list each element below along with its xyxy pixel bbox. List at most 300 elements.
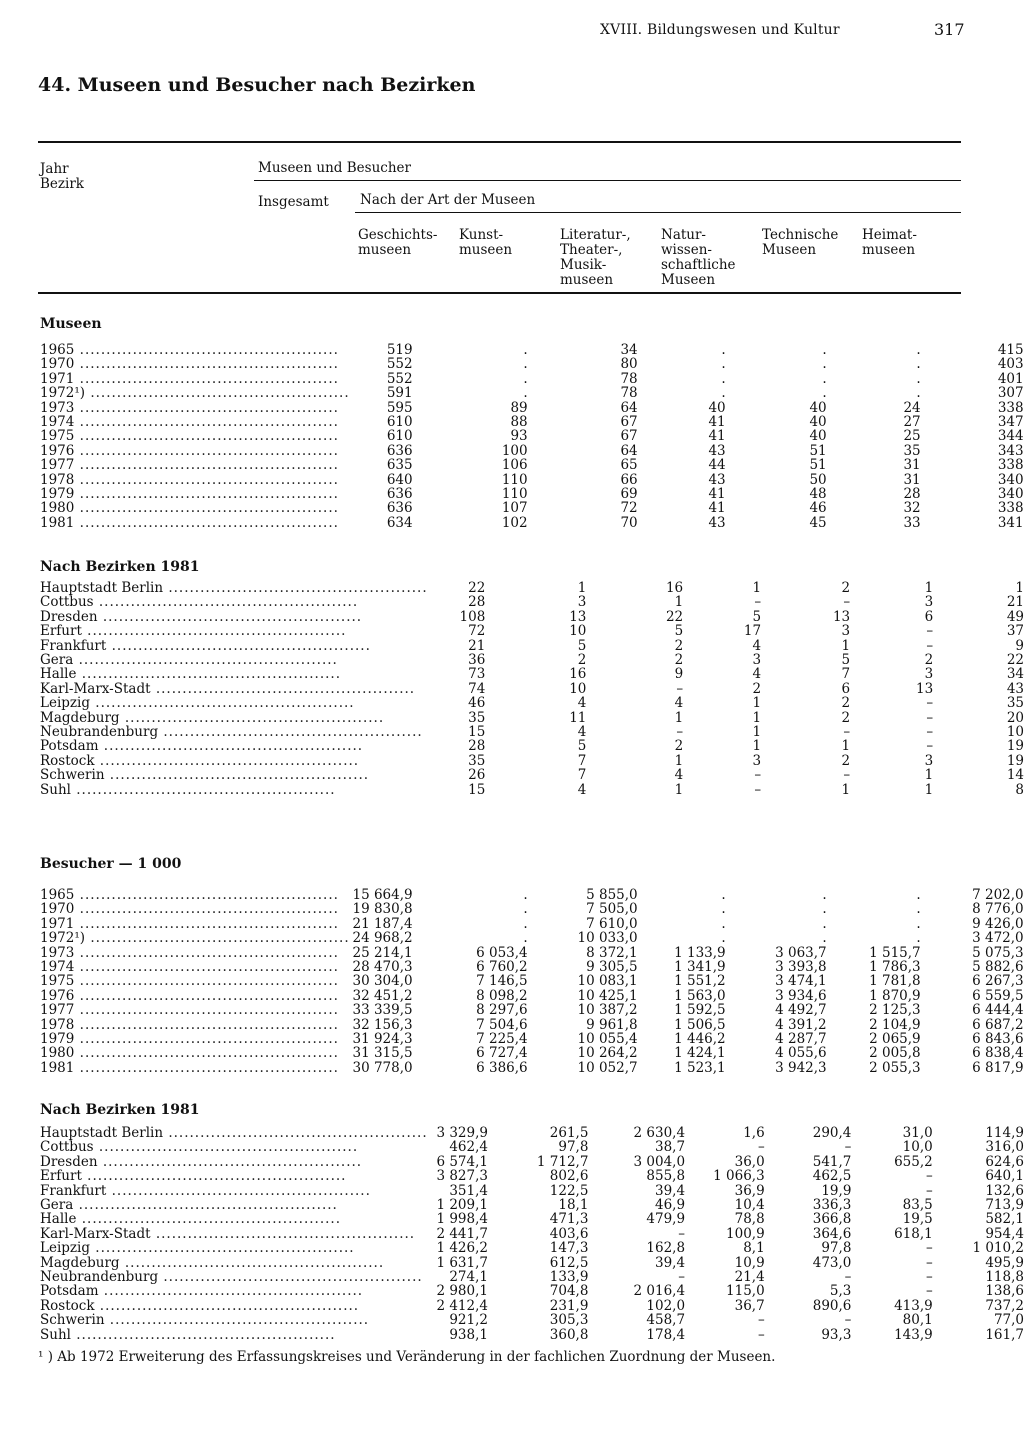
table-cell: 1 [841, 739, 851, 754]
table-cell: . [916, 916, 921, 932]
table-cell: 162,8 [646, 1241, 686, 1256]
table-cell: 40 [809, 400, 827, 416]
table-row [40, 974, 1024, 988]
table-cell: 4 055,6 [775, 1046, 827, 1061]
table-cell: 2 [674, 653, 684, 668]
row-label [40, 946, 350, 960]
row-label-text: Suhl [40, 1327, 71, 1343]
table-cell: 83,5 [902, 1198, 933, 1213]
table-cell: 9 426,0 [972, 916, 1024, 932]
table-cell: 6 687,2 [972, 1017, 1024, 1033]
table-row [40, 960, 1024, 974]
row-label [40, 725, 428, 739]
row-label-text: Magdeburg [40, 710, 120, 726]
table-cell: 360,8 [549, 1327, 589, 1343]
table-cell: 624,6 [985, 1154, 1024, 1170]
table-cell: 15 [468, 782, 486, 798]
leader-dots: ................................................. [73, 1198, 338, 1213]
table-cell: 21,4 [734, 1270, 765, 1285]
table-cell: 473,0 [812, 1255, 852, 1271]
row-label-text: Cottbus [40, 1140, 94, 1155]
table-cell: 458,7 [646, 1313, 686, 1328]
leader-dots: ................................................. [74, 415, 339, 430]
table-cell: 3 [924, 595, 934, 610]
row-label [40, 343, 350, 357]
row-label-text: 1971 [40, 371, 75, 387]
leader-dots: ................................................. [74, 1017, 339, 1033]
table-cell: – [678, 1226, 686, 1242]
table-cell: – [843, 768, 851, 783]
leader-dots: ................................................. [163, 1126, 428, 1141]
table-cell: 28 [903, 487, 921, 502]
table-cell: 143,9 [894, 1327, 933, 1343]
table-cell: 552 [386, 371, 413, 387]
table-cell: 43 [708, 515, 726, 531]
table-cell: 25 [903, 429, 921, 444]
table-cell: 1 [924, 768, 934, 783]
row-label [40, 1126, 428, 1140]
table-row [40, 1046, 1024, 1060]
table-cell: 640 [386, 472, 413, 488]
table-row [40, 1169, 1024, 1183]
table-cell: 10 425,1 [577, 988, 638, 1004]
table-cell: . [721, 888, 726, 903]
table-cell: – [843, 725, 851, 740]
table-cell: 80,1 [902, 1313, 933, 1328]
table-cell: 1 [674, 710, 684, 726]
table-cell: 343 [997, 443, 1024, 459]
table-cell: 13 [569, 609, 587, 625]
table-cell: 1 631,7 [436, 1255, 488, 1271]
table-cell: 344 [997, 429, 1024, 444]
table-cell: 9 305,5 [586, 960, 638, 975]
table-cell: . [822, 888, 827, 903]
table-cell: 25 214,1 [352, 945, 413, 961]
table-cell: 39,4 [654, 1183, 686, 1199]
row-label [40, 1018, 350, 1032]
subgroup-header: Nach der Art der Museen [360, 192, 536, 208]
table-cell: 1 424,1 [674, 1046, 726, 1061]
table-cell: 1 341,9 [674, 960, 726, 975]
table-cell: 3 472,0 [972, 931, 1024, 946]
leader-dots: ................................................. [74, 343, 339, 358]
table-cell: . [916, 371, 921, 387]
table-cell: – [676, 681, 684, 697]
table-cell: – [926, 696, 934, 711]
table-cell: 100,9 [726, 1226, 765, 1242]
row-label-text: Hauptstadt Berlin [40, 1126, 164, 1141]
row-label [40, 1313, 428, 1327]
row-label-text: 1965 [40, 343, 75, 358]
leader-dots: ................................................. [74, 916, 339, 932]
table-cell: 19,5 [902, 1212, 933, 1227]
leader-dots: ................................................. [85, 931, 350, 946]
table-cell: . [721, 343, 726, 358]
header-top-rule [38, 141, 961, 143]
table-cell: 10 [1006, 725, 1024, 740]
table-cell: 3 942,3 [775, 1060, 827, 1076]
table-cell: 954,4 [985, 1226, 1024, 1242]
table-cell: 5 075,3 [972, 945, 1024, 961]
table-cell: 10,0 [902, 1140, 933, 1155]
row-label [40, 974, 350, 988]
table-cell: 78,8 [734, 1212, 765, 1227]
table-cell: 2 [841, 710, 851, 726]
table-cell: 3 [924, 667, 934, 682]
table-cell: 261,5 [549, 1126, 589, 1141]
table-cell: 3 329,9 [436, 1126, 488, 1141]
table-cell: 97,8 [821, 1241, 852, 1256]
table-cell: – [925, 1183, 933, 1199]
table-cell: 31 924,3 [352, 1032, 413, 1047]
row-label-text: Neubrandenburg [40, 725, 159, 740]
row-label-text: Frankfurt [40, 1183, 107, 1199]
leader-dots: ................................................. [90, 696, 355, 711]
table-cell: 403,6 [549, 1226, 589, 1242]
table-cell: 1 446,2 [674, 1032, 726, 1047]
table-cell: . [721, 916, 726, 932]
table-cell: 161,7 [985, 1327, 1024, 1343]
type-header-kunst: Kunst- museen [459, 227, 513, 258]
table-cell: 636 [386, 501, 413, 516]
table-cell: 855,8 [646, 1169, 686, 1184]
row-label-text: Suhl [40, 782, 71, 798]
table-cell: 610 [386, 415, 413, 430]
leader-dots: ................................................. [98, 1284, 364, 1299]
table-cell: . [822, 931, 827, 946]
table-cell: . [916, 888, 921, 903]
table-cell: 1 [924, 782, 934, 798]
table-cell: 2 065,9 [869, 1032, 921, 1047]
table-cell: 28 [468, 739, 486, 754]
leader-dots: ................................................. [85, 386, 350, 401]
table-cell: . [916, 386, 921, 401]
table-cell: 610 [386, 429, 413, 444]
leader-dots: ................................................. [81, 1169, 347, 1184]
table-cell: 72 [468, 624, 486, 639]
table-cell: 8,1 [743, 1241, 765, 1256]
table-row [40, 1126, 1024, 1140]
table-cell: 67 [620, 415, 638, 430]
table-cell: – [925, 1255, 933, 1271]
leader-dots: ................................................. [97, 609, 363, 625]
table-cell: 2 [674, 739, 684, 754]
table-row [40, 754, 1024, 768]
table-row [40, 639, 1024, 653]
table-cell: . [916, 931, 921, 946]
table-cell: – [757, 1327, 765, 1343]
table-cell: 115,0 [726, 1284, 765, 1299]
table-cell: 30 778,0 [352, 1060, 413, 1076]
table-cell: – [926, 624, 934, 639]
table-cell: 36 [468, 653, 486, 668]
table-cell: 2 055,3 [869, 1060, 921, 1076]
leader-dots: ................................................. [94, 753, 360, 769]
row-label-text: 1970 [40, 357, 75, 372]
table-cell: 37 [1006, 624, 1024, 639]
table-cell: – [844, 1270, 852, 1285]
table-cell: 3 934,6 [775, 988, 827, 1004]
table-row [40, 931, 1024, 945]
table-cell: 338 [997, 400, 1024, 416]
table-cell: – [757, 1140, 765, 1155]
table-cell: 1 523,1 [674, 1060, 726, 1076]
table-cell: – [925, 1284, 933, 1299]
table-cell: 14 [1006, 768, 1024, 783]
table-cell: 30 304,0 [352, 974, 413, 989]
table-cell: 1 [674, 753, 684, 769]
row-label-text: 1965 [40, 888, 75, 903]
table-cell: 9 961,8 [586, 1017, 638, 1033]
section-museen: Museen [40, 316, 102, 332]
table-cell: 612,5 [549, 1255, 589, 1271]
table-cell: 41 [708, 501, 726, 516]
row-label-text: Erfurt [40, 1169, 82, 1184]
table-row [40, 401, 1024, 415]
table-cell: 35 [903, 443, 921, 459]
table-cell: 41 [708, 415, 726, 430]
table-cell: 15 664,9 [352, 888, 413, 903]
table-cell: 802,6 [549, 1169, 589, 1184]
table-cell: . [916, 902, 921, 917]
table-cell: 3 [577, 595, 587, 610]
leader-dots: ................................................. [74, 960, 339, 975]
table-cell: 2 125,3 [869, 1003, 921, 1018]
row-label-text: Schwerin [40, 768, 105, 783]
table-cell: 890,6 [812, 1298, 852, 1314]
row-label [40, 1299, 428, 1313]
table-cell: 74 [468, 681, 486, 697]
table-cell: 33 339,5 [352, 1003, 413, 1018]
table-cell: 1 [924, 581, 934, 596]
table-cell: 364,6 [812, 1226, 852, 1242]
row-label [40, 1241, 428, 1255]
leader-dots: ................................................. [74, 1060, 339, 1076]
row-label [40, 610, 428, 624]
table-cell: 10 033,0 [577, 931, 638, 946]
table-cell: 2 441,7 [436, 1226, 488, 1242]
table-row [40, 1256, 1024, 1270]
table-cell: 1 [841, 638, 851, 654]
table-cell: – [844, 1140, 852, 1155]
table-cell: 114,9 [985, 1126, 1024, 1141]
table-cell: 305,3 [549, 1313, 589, 1328]
table-cell: 5 [841, 653, 851, 668]
table-cell: 2 104,9 [869, 1017, 921, 1033]
table-cell: 27 [903, 415, 921, 430]
table-cell: 8 098,2 [476, 988, 528, 1004]
table-cell: . [822, 916, 827, 932]
table-cell: 6 053,4 [476, 945, 528, 961]
table-row [40, 1184, 1024, 1198]
row-label-text: 1974 [40, 415, 75, 430]
leader-dots: ................................................. [74, 888, 339, 903]
row-label-text: Karl-Marx-Stadt [40, 1226, 151, 1242]
leader-dots: ................................................. [74, 1046, 339, 1061]
table-cell: 1 [752, 696, 762, 711]
leader-dots: ................................................. [150, 1226, 416, 1242]
row-label-text: Halle [40, 667, 77, 682]
table-cell: 582,1 [985, 1212, 1024, 1227]
table-cell: 32 451,2 [352, 988, 413, 1004]
type-header-geschichte: Geschichts- museen [358, 227, 438, 258]
table-cell: 64 [620, 400, 638, 416]
table-cell: 4 [674, 696, 684, 711]
besucher-years-table [40, 888, 1024, 1075]
table-cell: 178,4 [646, 1327, 686, 1343]
table-cell: 401 [997, 371, 1024, 387]
header-bottom-rule [38, 292, 961, 294]
museen-bezirke-table [40, 581, 1024, 797]
table-cell: 2 [841, 696, 851, 711]
section-museen-bezirke: Nach Bezirken 1981 [40, 559, 200, 575]
table-cell: 3 [752, 653, 762, 668]
table-cell: 133,9 [549, 1270, 589, 1285]
table-cell: 6 [924, 609, 934, 625]
leader-dots: ................................................. [74, 515, 339, 531]
table-cell: 2 [577, 653, 587, 668]
row-label [40, 624, 428, 638]
table-cell: – [925, 1169, 933, 1184]
row-label [40, 386, 350, 400]
table-row [40, 783, 1024, 797]
table-cell: 9 [674, 667, 684, 682]
row-label-text: 1974 [40, 960, 75, 975]
row-label [40, 783, 428, 797]
table-cell: 3 393,8 [775, 960, 827, 975]
table-cell: 3 [752, 753, 762, 769]
leader-dots: ................................................. [93, 1140, 359, 1155]
table-cell: 46,9 [654, 1198, 686, 1213]
table-row [40, 501, 1024, 515]
table-cell: 7 202,0 [972, 888, 1024, 903]
table-cell: 338 [997, 501, 1024, 516]
table-cell: 1 563,0 [674, 988, 726, 1004]
table-cell: 50 [809, 472, 827, 488]
row-label [40, 931, 350, 945]
table-cell: – [925, 1270, 933, 1285]
table-cell: – [678, 1270, 686, 1285]
leader-dots: ................................................. [163, 581, 428, 596]
row-label [40, 667, 428, 681]
table-row [40, 1313, 1024, 1327]
table-cell: 89 [510, 400, 528, 416]
type-header-literatur: Literatur-, Theater-, Musik- museen [560, 227, 631, 288]
table-cell: – [843, 595, 851, 610]
table-cell: 21 [1006, 595, 1024, 610]
table-cell: 1 998,4 [436, 1212, 488, 1227]
table-cell: 9 [1015, 638, 1024, 654]
table-cell: 22 [1006, 653, 1024, 668]
table-cell: 67 [620, 429, 638, 444]
table-cell: 340 [997, 472, 1024, 488]
table-cell: 10 055,4 [577, 1032, 638, 1047]
table-row [40, 725, 1024, 739]
row-label [40, 501, 350, 515]
row-label [40, 1032, 350, 1046]
row-label-text: 1978 [40, 1017, 75, 1033]
row-label [40, 1212, 428, 1226]
table-row [40, 357, 1024, 371]
table-cell: 1 781,8 [869, 974, 921, 989]
table-cell: 107 [501, 501, 528, 516]
table-cell: 5 855,0 [586, 888, 638, 903]
table-cell: 31 [903, 472, 921, 488]
leader-dots: ................................................. [74, 902, 339, 917]
leader-dots: ................................................. [106, 638, 371, 654]
table-cell: 21 187,4 [352, 916, 413, 932]
table-cell: – [844, 1313, 852, 1328]
row-label [40, 739, 428, 753]
table-row [40, 888, 1024, 902]
row-label [40, 473, 350, 487]
table-cell: 31 [903, 458, 921, 473]
row-label-text: Frankfurt [40, 638, 107, 654]
leader-dots: ................................................. [97, 1154, 363, 1170]
table-cell: 19,9 [821, 1183, 852, 1199]
section-besucher: Besucher — 1 000 [40, 856, 182, 872]
table-cell: 462,5 [812, 1169, 852, 1184]
table-cell: 93 [510, 429, 528, 444]
table-cell: 6 760,2 [476, 960, 528, 975]
table-cell: 21 [468, 638, 486, 654]
subgroup-header-rule [355, 212, 961, 213]
table-row [40, 1270, 1024, 1284]
table-cell: . [523, 343, 528, 358]
row-label [40, 711, 428, 725]
footnote: ¹ ) Ab 1972 Erweiterung des Erfassungskreises und Veränderung in der fachlichen Zuordnung der Museen. [38, 1349, 776, 1365]
row-label-text: Dresden [40, 609, 98, 625]
table-cell: – [754, 768, 762, 783]
table-cell: 32 156,3 [352, 1017, 413, 1033]
table-row [40, 1140, 1024, 1154]
table-cell: 479,9 [646, 1212, 686, 1227]
table-cell: 7 [577, 768, 587, 783]
row-label [40, 917, 350, 931]
table-cell: 655,2 [894, 1154, 933, 1170]
row-label-text: Potsdam [40, 739, 99, 754]
table-cell: 1,6 [743, 1126, 765, 1141]
table-row [40, 595, 1024, 609]
row-label [40, 1046, 350, 1060]
table-cell: 70 [620, 515, 638, 531]
table-cell: 4 492,7 [775, 1003, 827, 1018]
row-label [40, 1061, 350, 1075]
table-row [40, 989, 1024, 1003]
table-cell: 5,3 [829, 1284, 852, 1299]
row-label-text: 1972¹) [40, 931, 86, 946]
row-label [40, 581, 428, 595]
leader-dots: ................................................. [158, 1270, 423, 1285]
table-cell: 36,9 [734, 1183, 765, 1199]
row-label-text: Magdeburg [40, 1255, 120, 1271]
table-cell: 8 776,0 [972, 902, 1024, 917]
table-cell: 5 [674, 624, 684, 639]
table-cell: 4 [674, 768, 684, 783]
leader-dots: ................................................. [98, 739, 364, 754]
leader-dots: ................................................. [74, 487, 339, 502]
table-cell: . [721, 902, 726, 917]
table-cell: 40 [809, 429, 827, 444]
table-cell: 78 [620, 386, 638, 401]
table-cell: 72 [620, 501, 638, 516]
table-row [40, 343, 1024, 357]
table-cell: 2 [841, 753, 851, 769]
row-label-text: Schwerin [40, 1313, 105, 1328]
row-label-text: 1981 [40, 1060, 75, 1076]
row-label-text: Hauptstadt Berlin [40, 581, 164, 596]
table-cell: 7 504,6 [476, 1017, 528, 1033]
